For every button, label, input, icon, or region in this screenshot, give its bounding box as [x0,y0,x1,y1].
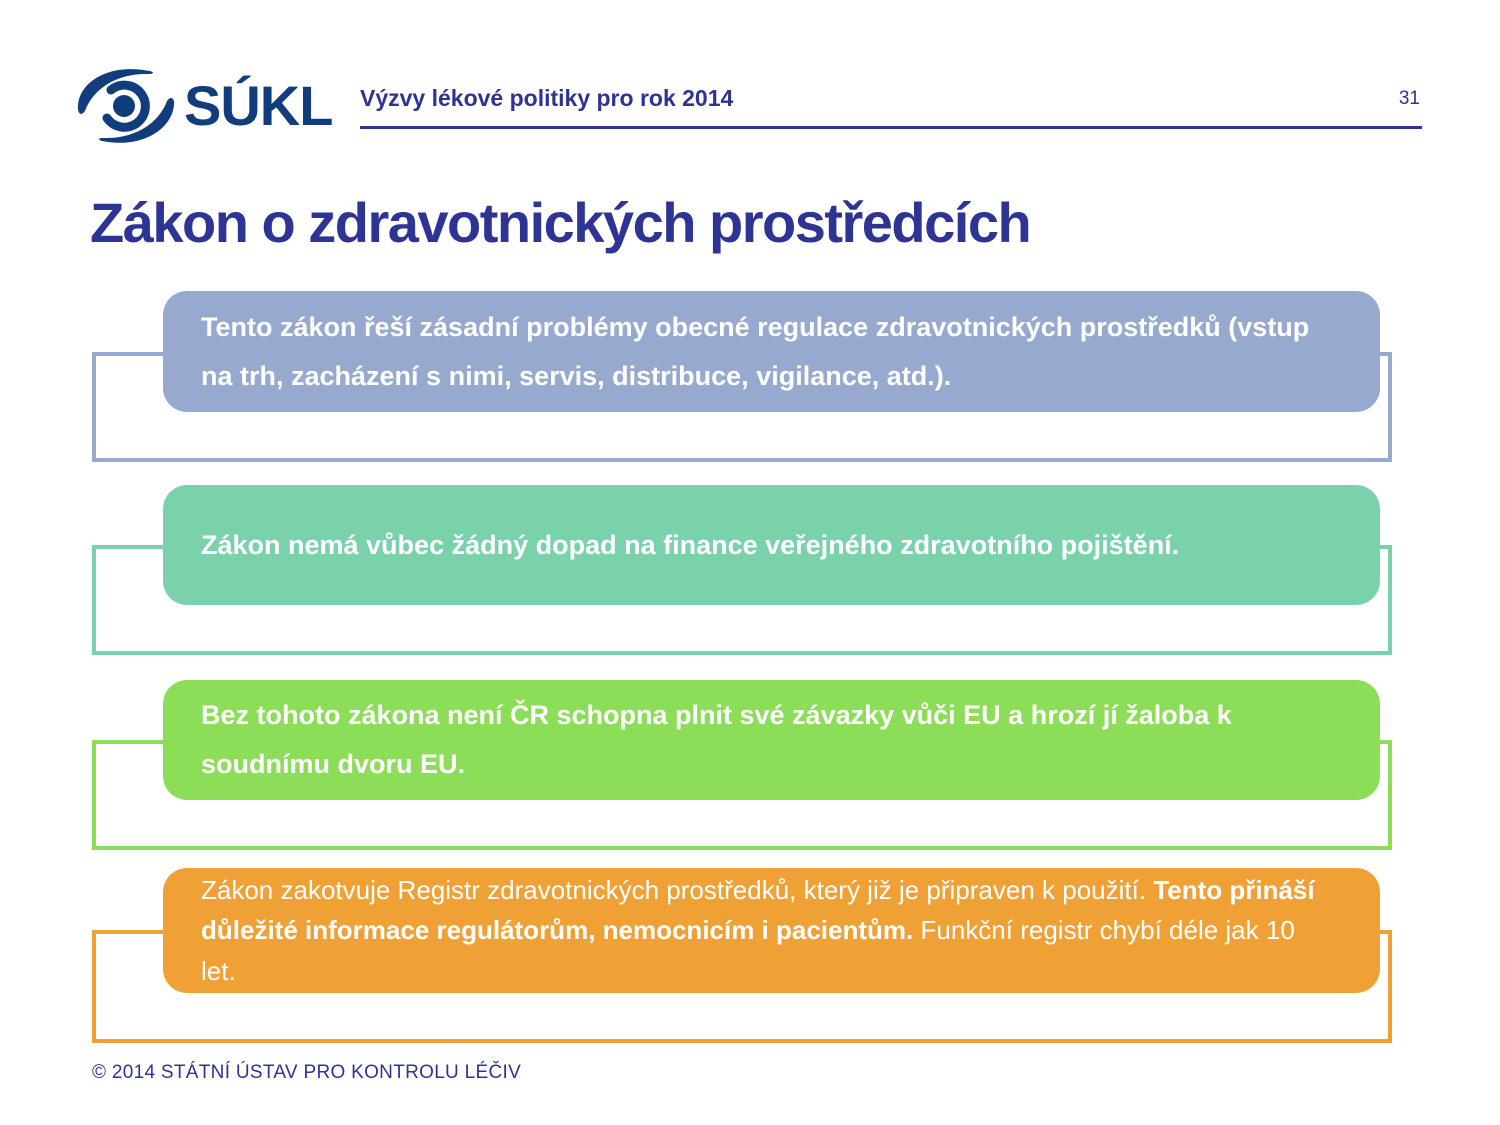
info-box-teal [163,485,1380,605]
orange-text-bold: Tento přináší důležité informace regulátorům, nemocnicím i pacientům. [201,875,1315,946]
info-box-orange [163,868,1380,993]
info-box-blue-text: Tento zákon řeší zásadní problémy obecné regulace zdravotnických prostředků (vstup na trh, zacházení s nimi, servis, distribuce, vigilance, atd.). [201,311,1310,391]
sukl-swoosh-icon [74,61,178,151]
sukl-logo [74,60,332,152]
slide-title: Zákon o zdravotnických prostředcích [90,191,1031,254]
orange-text-regular-1: Zákon zakotvuje Registr zdravotnických prostředků, který již je připraven k použití. [201,875,1154,906]
info-box-blue [163,291,1380,412]
header-divider [360,126,1422,129]
footer-copyright: © 2014 STÁTNÍ ÚSTAV PRO KONTROLU LÉČIV [92,1062,522,1083]
info-box-orange-text [163,870,1380,991]
orange-text-regular-2: Funkční registr chybí déle jak 10 let. [201,915,1295,986]
info-box-green [163,680,1380,800]
sukl-logo-text: SÚKL [184,74,333,137]
page-number: 31 [1398,88,1420,109]
info-box-teal-text: Zákon nemá vůbec žádný dopad na finance veřejného zdravotního pojištění. [201,529,1180,560]
info-box-green-text: Bez tohoto zákona není ČR schopna plnit své závazky vůči EU a hrozí jí žaloba k soudnímu dvoru EU. [201,700,1232,779]
presentation-title: Výzvy lékové politiky pro rok 2014 [360,85,734,111]
